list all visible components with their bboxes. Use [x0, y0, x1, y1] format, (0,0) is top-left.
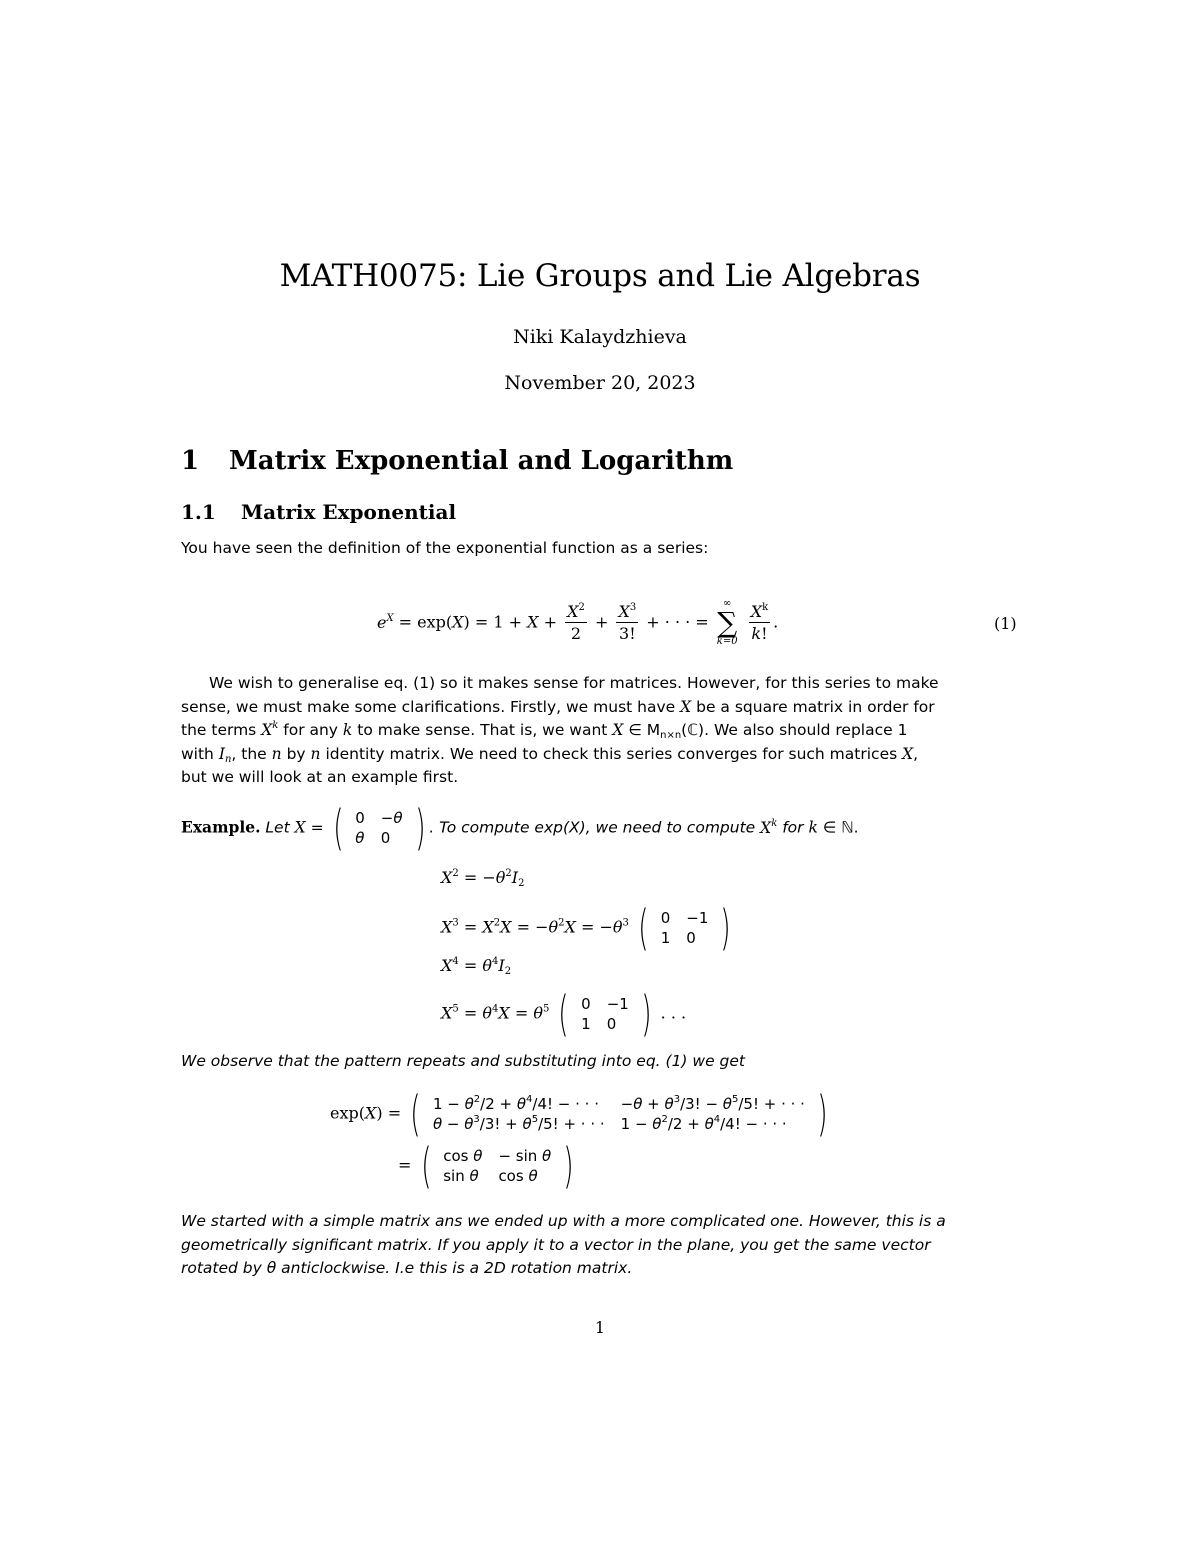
subsection-heading [181, 500, 456, 524]
page-number: 1 [594, 1318, 606, 1337]
power-x3: $X^3 = X^2X = -\theta^2X = -\theta^3$ ( 0 −1 1 0 ) [441, 900, 731, 956]
matrix-x: ( 0 −θ θ 0 ) [332, 800, 426, 856]
para-line: with $I_n$, the n by n identity matrix. We need to check this series converges for such matrices X, [181, 744, 919, 765]
document-title: MATH0075: Lie Groups and Lie Algebras [279, 258, 921, 294]
para-line: the terms $X^k$ for any k to make sense. That is, we want X ∈ $M_{n\times n}(ℂ)$. We also should replace 1 [181, 720, 908, 741]
para-line: geometrically significant matrix. If you apply it to a vector in the plane, you get the same vector [181, 1235, 931, 1254]
power-x5: $X^5 = \theta^4X = \theta^5$ ( 0 −1 1 0 ) . . . [441, 986, 687, 1042]
conclusion-paragraph [181, 1210, 1021, 1281]
intro-paragraph: You have seen the definition of the exponential function as a series: [181, 539, 709, 557]
equation-1: $e^X = \exp(X) = 1 + X$ + $\frac{X^2}{2}$ + $\frac{X^3}{3!}$ + · · · = ∞ ∑ k=0 $\frac{X^k}{k!}$ . [377, 598, 779, 647]
subsection-number: 1.1 [181, 500, 216, 524]
para-line: rotated by θ anticlockwise. I.e this is a 2D rotation matrix. [181, 1259, 633, 1277]
rotation-matrix: = ( cos θ − sin θ sin θ cos θ ) [398, 1138, 574, 1194]
power-x2: $X^2 = -\theta^2I_2$ [441, 868, 525, 889]
exp-series-matrix: exp(X) = ( $1 - \theta^2/2 + \theta^4/4$! − · · · $-\theta + \theta^3/3$! − $\theta^5/5$! + · · · $\theta - \theta^3/3$! + $\theta^5/5$! + · · · $1 - \theta^2/2 + \theta^4/4$! − · · · ) [330, 1086, 828, 1142]
section-heading [181, 446, 733, 476]
para-line: sense, we must make some clarifications. Firstly, we must have X be a square matrix in order for [181, 697, 935, 716]
author-name: Niki Kalaydzhieva [513, 326, 687, 348]
document-date: November 20, 2023 [504, 372, 696, 394]
example-statement: Example. Let X = ( 0 −θ θ 0 ) . To compute exp(X), we need to compute $X^k$ for k ∈ ℕ. [181, 800, 859, 856]
para-line: We wish to generalise eq. (1) so it makes sense for matrices. However, for this series to make [209, 674, 939, 692]
section-title: Matrix Exponential and Logarithm [229, 446, 734, 476]
section-number: 1 [181, 446, 200, 476]
subsection-title: Matrix Exponential [241, 500, 457, 524]
para-line: but we will look at an example first. [181, 768, 459, 786]
generalise-paragraph [181, 672, 1021, 790]
example-label: Example. [181, 817, 261, 837]
power-x4: $X^4 = \theta^4I_2$ [441, 956, 512, 977]
observation-text: We observe that the pattern repeats and substituting into eq. (1) we get [181, 1052, 745, 1070]
equation-number: (1) [994, 614, 1017, 633]
para-line: We started with a simple matrix ans we ended up with a more complicated one. However, this is a [181, 1212, 946, 1230]
